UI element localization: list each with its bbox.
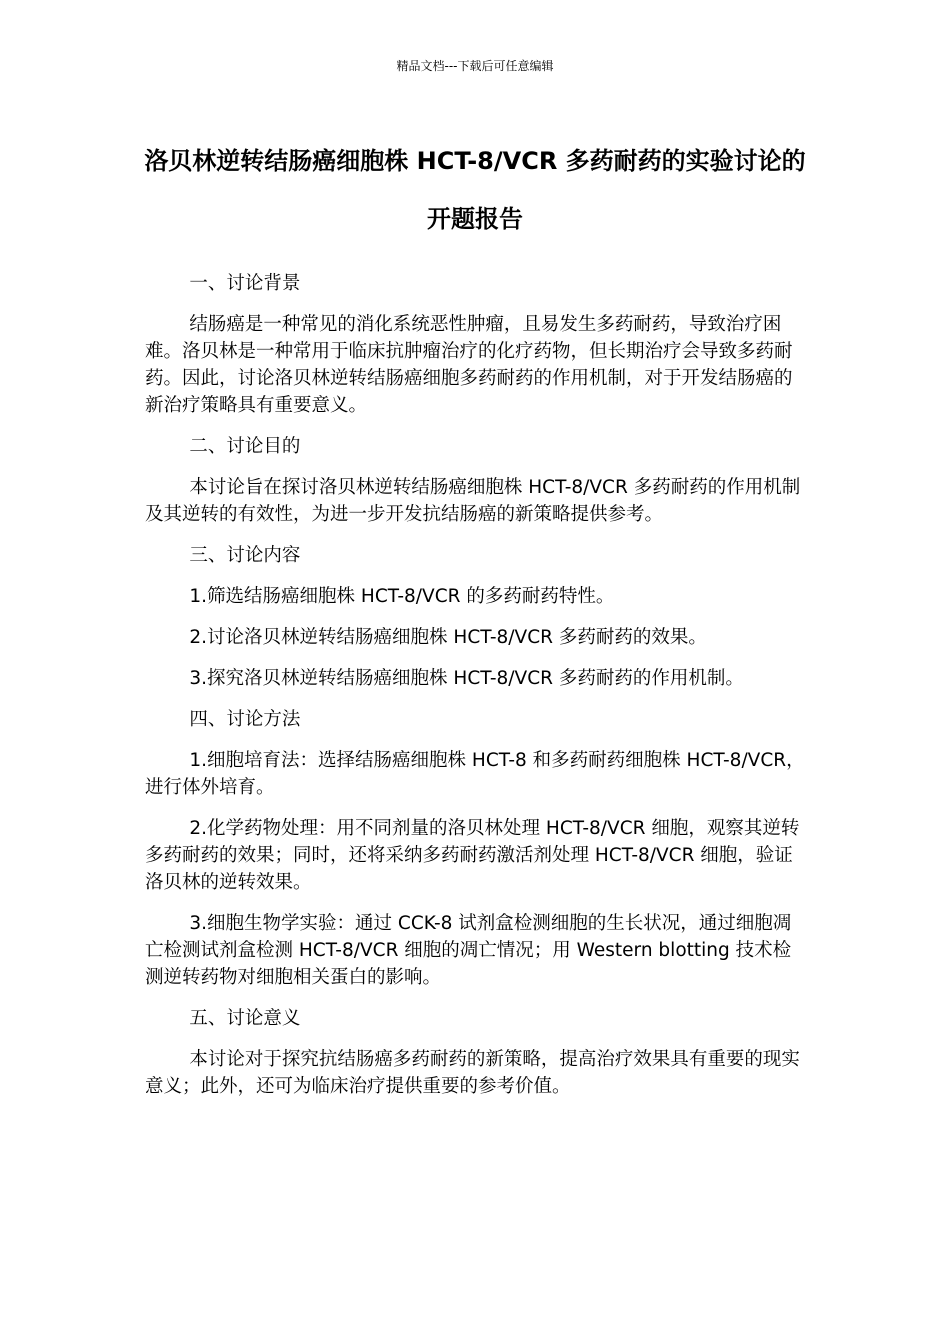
- content-item-1: 1.筛选结肠癌细胞株 HCT-8/VCR 的多药耐药特性。: [189, 586, 615, 607]
- document-title: 洛贝林逆转结肠癌细胞株 HCT-8/VCR 多药耐药的实验讨论的开题报告: [144, 147, 806, 233]
- paragraph-background: 结肠癌是一种常见的消化系统恶性肿瘤，且易发生多药耐药，导致治疗困难。洛贝林是一种常用于临床抗肿瘤治疗的化疗药物，但长期治疗会导致多药耐药。因此，讨论洛贝林逆转结肠癌细胞多药耐药的作用机制，对于开发结肠癌的新治疗策略具有重要意义。: [145, 314, 793, 416]
- section-heading-methods: 四、讨论方法: [189, 709, 301, 730]
- section-heading-background: 一、讨论背景: [189, 273, 301, 294]
- section-heading-content: 三、讨论内容: [189, 545, 301, 566]
- document-body: [145, 270, 805, 1114]
- method-item-3: 3.细胞生物学实验：通过 CCK-8 试剂盒检测细胞的生长状况，通过细胞凋亡检测试剂盒检测 HCT-8/VCR 细胞的凋亡情况；用 Western blotting 技术检测逆转药物对细胞相关蛋白的影响。: [145, 913, 792, 988]
- section-heading-purpose: 二、讨论目的: [189, 436, 301, 457]
- paragraph-purpose: 本讨论旨在探讨洛贝林逆转结肠癌细胞株 HCT-8/VCR 多药耐药的作用机制及其逆转的有效性，为进一步开发抗结肠癌的新策略提供参考。: [145, 477, 801, 525]
- method-item-1: 1.细胞培育法：选择结肠癌细胞株 HCT-8 和多药耐药细胞株 HCT-8/VCR，进行体外培育。: [145, 750, 805, 798]
- content-item-3: 3.探究洛贝林逆转结肠癌细胞株 HCT-8/VCR 多药耐药的作用机制。: [189, 668, 744, 689]
- section-heading-significance: 五、讨论意义: [189, 1008, 301, 1029]
- content-item-2: 2.讨论洛贝林逆转结肠癌细胞株 HCT-8/VCR 多药耐药的效果。: [189, 627, 707, 648]
- paragraph-significance: 本讨论对于探究抗结肠癌多药耐药的新策略，提高治疗效果具有重要的现实意义；此外，还可为临床治疗提供重要的参考价值。: [145, 1049, 800, 1097]
- method-item-2: 2.化学药物处理：用不同剂量的洛贝林处理 HCT-8/VCR 细胞，观察其逆转多药耐药的效果；同时，还将采纳多药耐药激活剂处理 HCT-8/VCR 细胞，验证洛贝林的逆转效果。: [145, 818, 800, 893]
- header-note: 精品文档---下载后可任意编辑: [396, 59, 554, 73]
